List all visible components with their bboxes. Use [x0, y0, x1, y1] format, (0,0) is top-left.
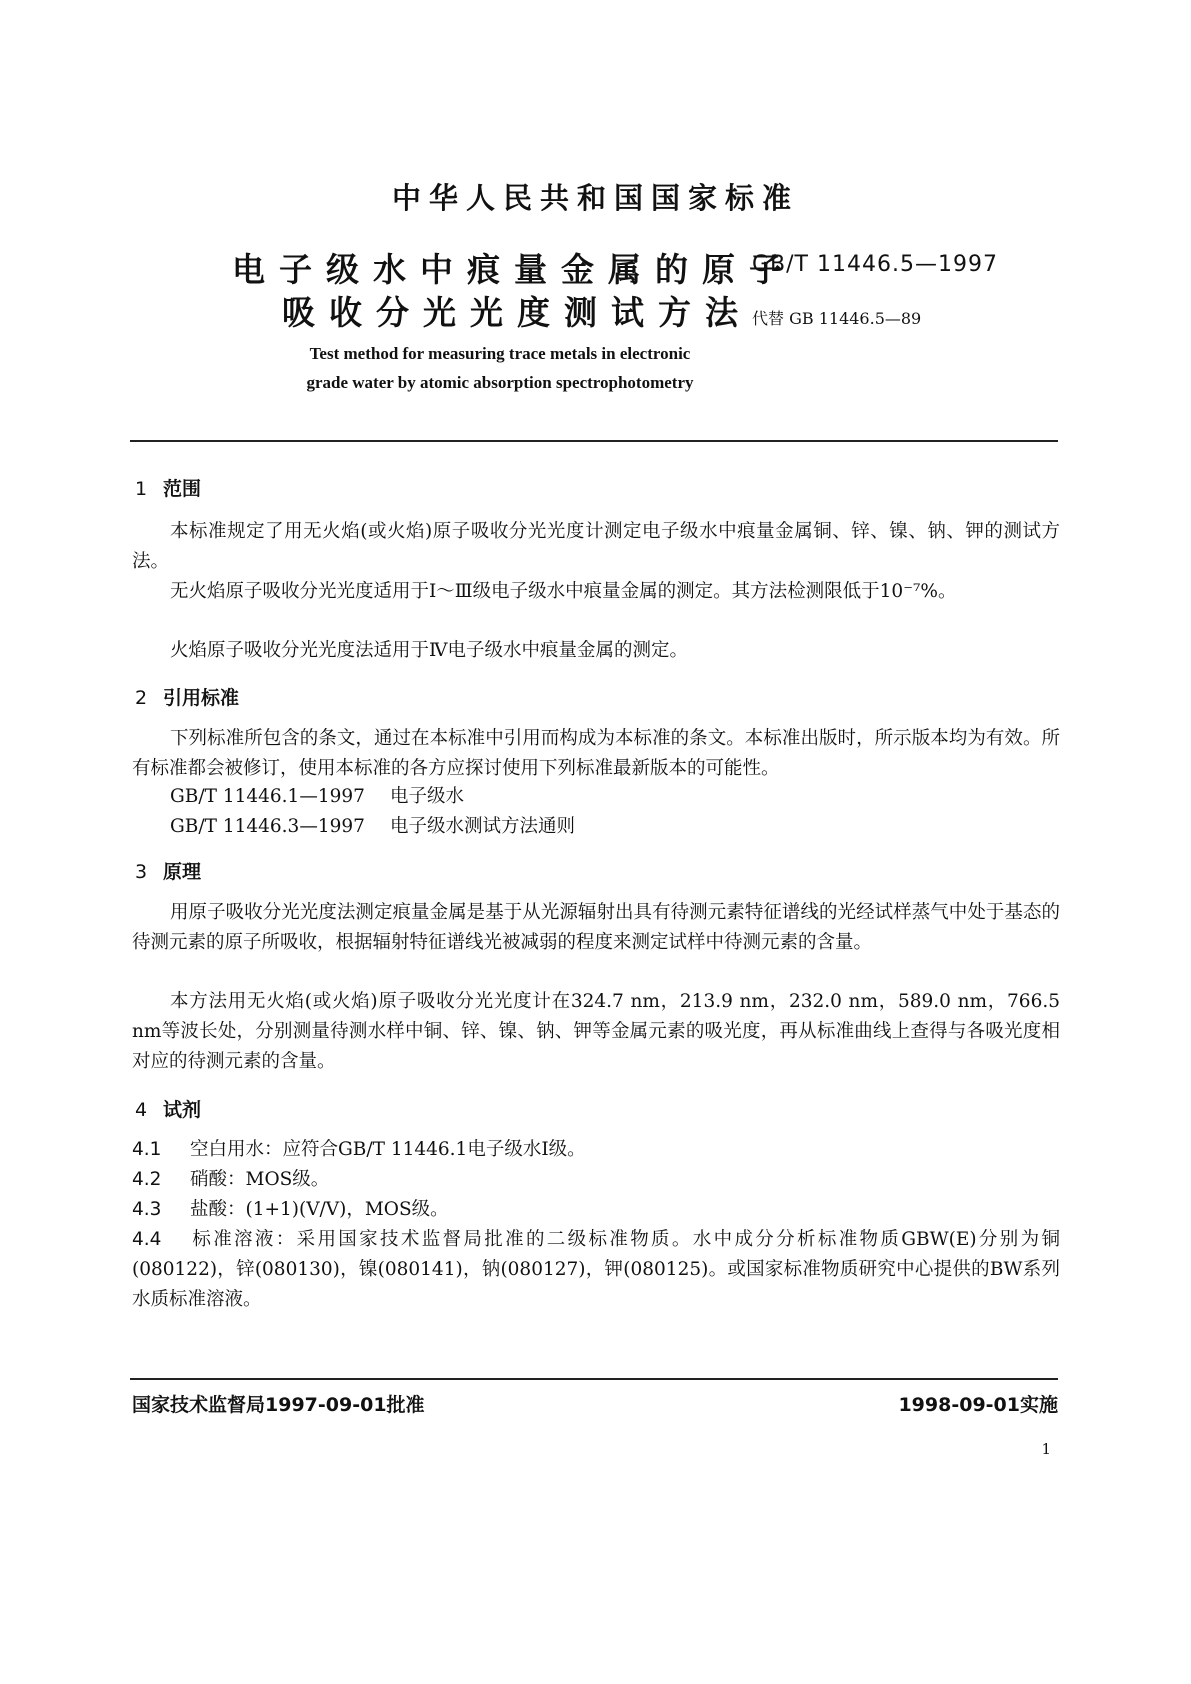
title-line-2: 吸收分光光度测试方法 [282, 293, 752, 332]
replaces-note: 代替 GB 11446.5—89 [752, 309, 922, 328]
section-1-number: 1 [135, 478, 148, 500]
approval-date: 国家技术监督局1997-09-01批准 [132, 1394, 425, 1416]
page-number: 1 [1041, 1440, 1051, 1458]
section-2-title: 引用标准 [163, 687, 240, 709]
section-2-paragraph-1: 下列标准所包含的条文，通过在本标准中引用而构成为本标准的条文。本标准出版时，所示版本均为有效。所有标准都会被修订，使用本标准的各方应探讨使用下列标准最新版本的可能性。 [132, 728, 1060, 779]
standard-number: GB/T 11446.5—1997 [752, 252, 998, 277]
section-3-heading [135, 857, 201, 884]
section-1-paragraph-3: 火焰原子吸收分光光度法适用于Ⅳ电子级水中痕量金属的测定。 [170, 640, 688, 661]
reagent-item [132, 1195, 449, 1221]
reference-item [170, 782, 464, 808]
english-title-line-1: Test method for measuring trace metals in electronic [309, 344, 691, 363]
reagent-text: 硝酸：MOS级。 [190, 1169, 330, 1190]
section-3-number: 3 [135, 861, 148, 883]
title-line-1: 电子级水中痕量金属的原子 [232, 250, 796, 289]
section-4-title: 试剂 [163, 1099, 202, 1121]
reagent-item [132, 1165, 329, 1191]
section-4-number: 4 [135, 1099, 148, 1121]
section-3-paragraph-2: 本方法用无火焰(或火焰)原子吸收分光光度计在324.7 nm，213.9 nm，232.0 nm，589.0 nm，766.5 nm等波长处，分别测量待测水样中铜、锌、镍、钠、钾等金属元素的吸光度，再从标准曲线上查得与各吸光度相对应的待测元素的含量。 [132, 991, 1060, 1072]
english-title-line-2: grade water by atomic absorption spectrophotometry [306, 373, 694, 392]
section-3-paragraph-1: 用原子吸收分光光度法测定痕量金属是基于从光源辐射出具有待测元素特征谱线的光经试样蒸气中处于基态的待测元素的原子所吸收，根据辐射特征谱线光被减弱的程度来测定试样中待测元素的含量。 [132, 902, 1060, 953]
reference-name: 电子级水测试方法通则 [390, 816, 576, 837]
reference-code: GB/T 11446.3—1997 [170, 816, 365, 837]
section-2-number: 2 [135, 687, 148, 709]
section-4-heading [135, 1095, 201, 1122]
reagent-number: 4.4 [132, 1229, 162, 1250]
reference-code: GB/T 11446.1—1997 [170, 786, 365, 807]
header-divider [130, 440, 1058, 442]
reagent-number: 4.1 [132, 1139, 162, 1160]
reagent-number: 4.2 [132, 1169, 162, 1190]
footer-divider [130, 1378, 1058, 1380]
section-2-heading [135, 683, 239, 710]
reference-item [170, 812, 575, 838]
reference-name: 电子级水 [390, 786, 465, 807]
reagent-item [132, 1135, 586, 1161]
section-1-paragraph-2: 无火焰原子吸收分光光度适用于Ⅰ～Ⅲ级电子级水中痕量金属的测定。其方法检测限低于10⁻⁷%。 [170, 581, 957, 602]
section-1-title: 范围 [163, 478, 202, 500]
reagent-text: 标准溶液：采用国家技术监督局批准的二级标准物质。水中成分分析标准物质GBW(E)分别为铜(080122)，锌(080130)，镍(080141)，钠(080127)，钾(080125)。或国家标准物质研究中心提供的BW系列水质标准溶液。 [132, 1229, 1060, 1310]
reagent-text: 盐酸：(1+1)(V/V)，MOS级。 [190, 1199, 449, 1220]
reagent-text: 空白用水：应符合GB/T 11446.1电子级水Ⅰ级。 [190, 1139, 586, 1160]
document-header: 中华人民共和国国家标准 [391, 181, 799, 215]
section-1-paragraph-1: 本标准规定了用无火焰(或火焰)原子吸收分光光度计测定电子级水中痕量金属铜、锌、镍、钠、钾的测试方法。 [132, 521, 1060, 572]
section-3-title: 原理 [163, 861, 202, 883]
reagent-number: 4.3 [132, 1199, 162, 1220]
reagent-item [132, 1225, 1060, 1315]
section-1-heading [135, 474, 201, 501]
effective-date: 1998-09-01实施 [898, 1394, 1058, 1416]
